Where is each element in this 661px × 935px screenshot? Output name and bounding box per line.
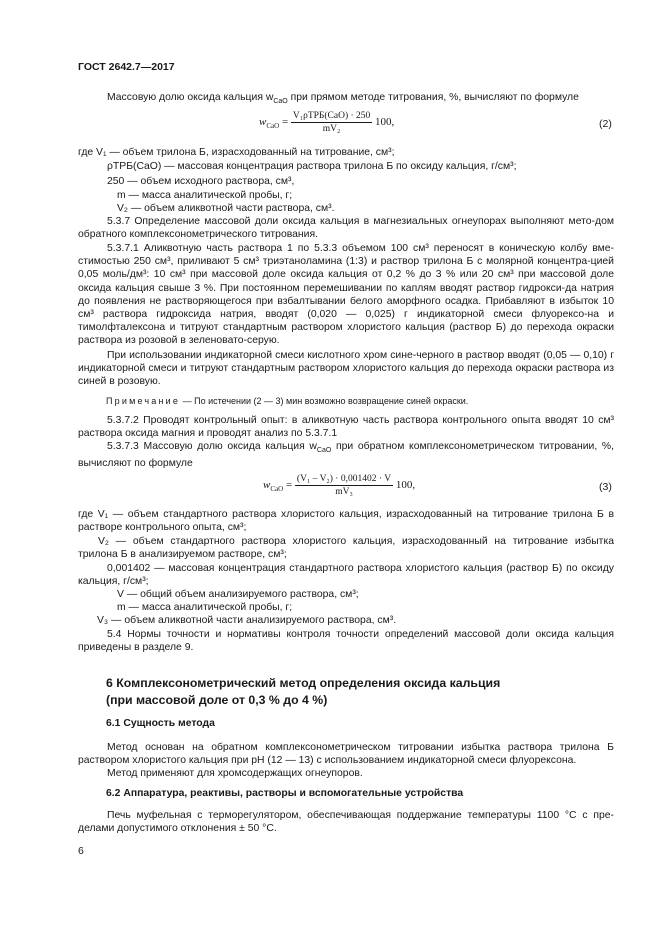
paragraph-5-3-7-2: 5.3.7.2 Проводят контрольный опыт: в аликвотную часть раствора контрольного опыта вводят 10 см³ раствора оксида магния и проводят анализ по 5.3.7.1 [78,415,614,440]
def3-line: m — масса аналитической пробы, г; [117,602,293,613]
equation-2: $w_{CaO}$ = $\frac{\text{V₁ρТРБ(CaO) · 250}}{\text{mV₂}}$ 100, [259,111,395,134]
document-header: ГОСТ 2642.7—2017 [78,61,175,73]
equation-3-number: (3) [599,481,612,493]
section-6-1-paragraph-2: Метод применяют для хромсодержащих огнеупоров. [107,768,363,779]
paragraph-5-3-7-3: 5.3.7.3 Массовую долю оксида кальция $w_{CaO}$ при обратном комплексонометрическом титровании, %, вычисляют по формуле [78,441,615,470]
equation-3-fraction: $\frac{\text{(V₁ – V₂) · 0,001402 · V}}{\text{mV₃}}$ [296,474,392,497]
section-6-title-line1: 6 Комплексонометрический метод определения оксида кальция [106,676,501,690]
def2-line: m — масса аналитической пробы, г; [117,190,293,201]
def2-line: ρТРБ(CaO) — массовая концентрация раствора трилона Б по оксиду кальция, г/см³; [107,161,517,172]
def2-line: 250 — объем исходного раствора, см³, [107,176,295,187]
def3-line: V₃ — объем аликвотной части анализируемого раствора, см³. [97,615,397,626]
def3-first: где V₁ — объем стандартного раствора хлористого кальция, израсходованный на титрование трилона Б в растворе контрольного опыта, см³; [78,509,614,534]
paragraph-5-4: 5.4 Нормы точности и нормативы контроля точности определений массовой доли оксида кальция приведены в разделе 9. [78,629,614,654]
paragraph-5-3-7: 5.3.7 Определение массовой доли оксида кальция в магнезиальных огнеупорах выполняют мето-дом обратного комплексонометрического титрования. [78,216,614,241]
section-6-1-paragraph: Метод основан на обратном комплексонометрическом титровании избытка раствора трилона Б раствором хлористого кальция при pH (12 — 13) с использованием индикаторной смеси флуорексона. [78,742,614,767]
def3-v2: V₂ — объем стандартного раствора хлористого кальция, израсходованный на титрование избытка трилона Б в анализируемом растворе, см³; [78,536,614,561]
section-6-title-line2: (при массовой доле от 0,3 % до 4 %) [106,693,328,707]
intro-paragraph: Массовую долю оксида кальция $w_{CaO}$ при прямом методе титрования, %, вычисляют по формуле [107,92,579,106]
note: Примечание — По истечении (2 — 3) мин возможно возвращение синей окраски. [106,396,469,406]
paragraph-indicator: При использовании индикаторной смеси кислотного хром сине-черного в раствор вводят (0,05 — 0,10) г индикаторной смеси и титруют стандартным раствором хлористого кальция до перехода окраски раствора из синей в розовую. [78,350,614,388]
paragraph-5-3-7-1: 5.3.7.1 Аликвотную часть раствора 1 по 5.3.3 объемом 100 см³ переносят в коническую колбу вме-стимостью 250 см³, приливают 5 см³ триэтаноламина (1:3) и раствор трилона Б с молярной концентра-цией 0,05 моль/дм³: 10 см³ при массовой доле оксида кальция от 0,2 % до 3 % или 20 см³ при массовой доле оксида кальция свыше 3 %. При постоянном перемешивании по каплям вводят раствор гидрокси-да натрия до появления не растворяющегося при взбалтывании белого аморфного осадка. Прибавляют в избыток 10 см³ раствора гидроксида натрия, вводят (0,020 — 0,025) г индикаторной смеси флуорексо-на и тимолфталексона и титруют стандартным раствором хлористого кальция (раствор Б) до перехода окраски раствора из розовой в зеленовато-серую. [78,243,614,347]
equation-3: $w_{CaO}$ = $\frac{\text{(V₁ – V₂) · 0,001402 · V}}{\text{mV₃}}$ 100, [263,474,416,497]
def3-line: V — общий объем анализируемого раствора, см³; [117,589,359,600]
page-number: 6 [78,845,84,857]
def3-conc: 0,001402 — массовая концентрация стандартного раствора хлористого кальция (раствор Б) по оксиду кальция, г/см³; [78,563,614,588]
section-6-2-title: 6.2 Аппаратура, реактивы, растворы и вспомогательные устройства [106,788,464,799]
def2-line: V₂ — объем аликвотной части раствора, см³. [117,203,335,214]
equation-2-fraction: $\frac{\text{V₁ρТРБ(CaO) · 250}}{\text{mV₂}}$ [292,111,371,134]
def2-line: где V₁ — объем трилона Б, израсходованный на титрование, см³; [78,147,395,158]
section-6-2-paragraph: Печь муфельная с терморегулятором, обеспечивающая поддержание температуры 1100 °С с пре-делами допустимого отклонения ± 50 °С. [78,810,614,835]
equation-2-number: (2) [599,118,612,130]
section-6-1-title: 6.1 Сущность метода [106,718,215,729]
